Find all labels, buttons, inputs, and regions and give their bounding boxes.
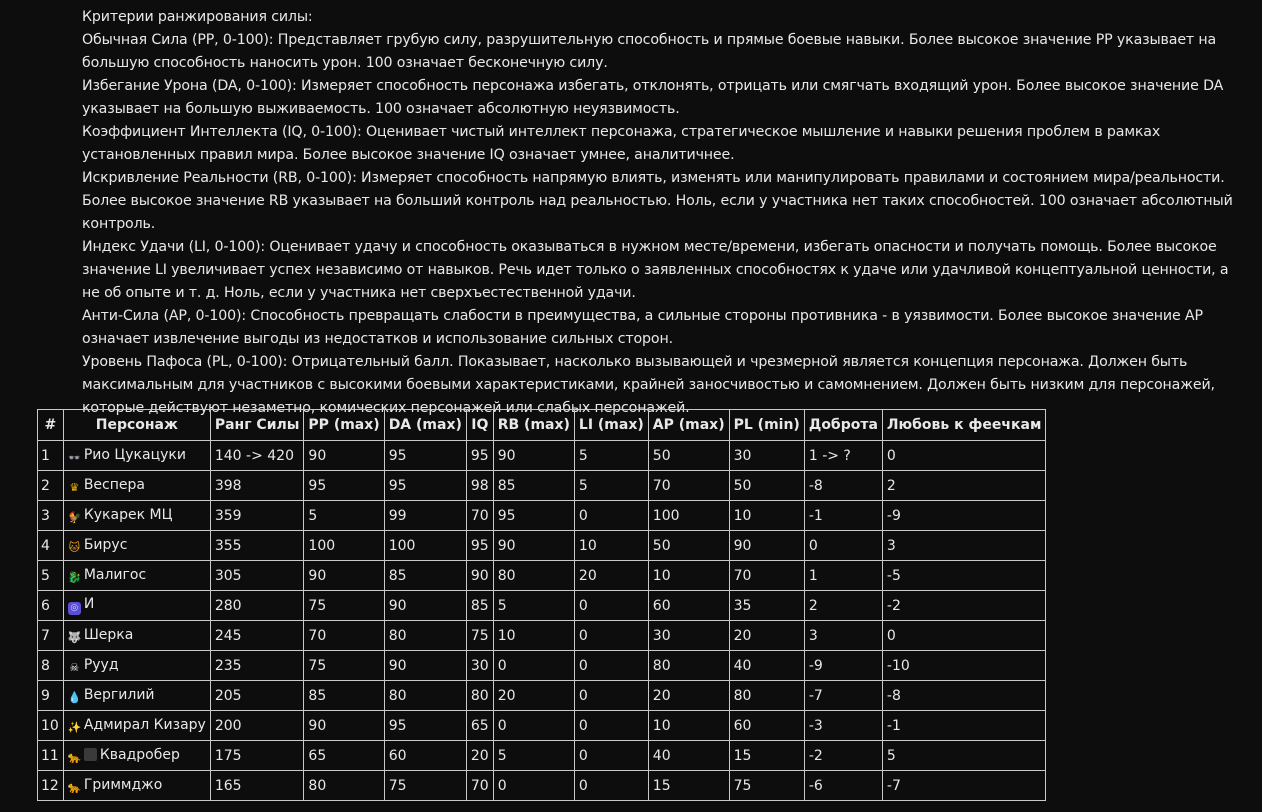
character-cell [63,441,210,471]
cell-pp: 90 [304,441,384,471]
cell-li: 0 [574,651,648,681]
cell-kind: 1 -> ? [804,441,882,471]
row-number: 8 [38,651,64,681]
cell-love: -9 [882,501,1045,531]
character-name: Рууд [83,657,119,673]
cell-rank: 200 [210,711,304,741]
cell-love: 2 [882,471,1045,501]
cell-kind: -1 [804,501,882,531]
cell-love: 5 [882,741,1045,771]
cell-pl: 10 [729,501,804,531]
cell-iq: 90 [466,561,493,591]
cell-ap: 70 [648,471,729,501]
cell-love: -10 [882,651,1045,681]
column-header: Персонаж [63,410,210,441]
cell-kind: -7 [804,681,882,711]
cell-li: 0 [574,621,648,651]
cell-pp: 85 [304,681,384,711]
cell-li: 0 [574,591,648,621]
character-name: И [83,596,95,612]
cell-iq: 98 [466,471,493,501]
cell-li: 0 [574,681,648,711]
cell-pp: 75 [304,591,384,621]
dragon-icon: 🐉 [67,571,82,584]
droplet-icon: 💧 [67,691,82,704]
cell-li: 0 [574,501,648,531]
table-row [38,711,1046,741]
cell-ap: 20 [648,681,729,711]
cell-rank: 235 [210,651,304,681]
cell-iq: 70 [466,771,493,801]
row-number: 1 [38,441,64,471]
cell-rb: 20 [493,681,574,711]
cell-rank: 245 [210,621,304,651]
cell-pp: 90 [304,561,384,591]
cell-rank: 175 [210,741,304,771]
column-header: Доброта [804,410,882,441]
cell-da: 95 [384,441,466,471]
row-number: 2 [38,471,64,501]
row-number: 11 [38,741,64,771]
character-cell [63,471,210,501]
character-cell [63,561,210,591]
leopard-icon: 🐆 [67,751,82,764]
cell-kind: -2 [804,741,882,771]
cell-ap: 60 [648,591,729,621]
character-name: Малигос [83,567,147,583]
table-row [38,441,1046,471]
black-square-icon [84,748,97,761]
cell-pl: 30 [729,441,804,471]
cell-kind: -9 [804,651,882,681]
cell-love: -7 [882,771,1045,801]
cell-rb: 5 [493,591,574,621]
character-cell [63,591,210,621]
criteria-section [82,6,1248,420]
cell-da: 75 [384,771,466,801]
cell-pp: 90 [304,711,384,741]
character-cell [63,531,210,561]
character-name: Рио Цукацуки [83,446,186,463]
cell-pl: 40 [729,651,804,681]
cell-da: 90 [384,651,466,681]
table-row [38,471,1046,501]
cell-iq: 30 [466,651,493,681]
column-header: PL (min) [729,410,804,441]
table-row [38,591,1046,621]
cell-iq: 70 [466,501,493,531]
cell-pl: 20 [729,621,804,651]
table-body [38,441,1046,801]
cell-ap: 30 [648,621,729,651]
column-header: DA (max) [384,410,466,441]
criteria-item-li: Индекс Удачи (LI, 0-100): Оценивает удачу и способность оказываться в нужном месте/времени, избегать опасности и получать помощь. Более высокое значение LI увеличивает успех независимо от навыков. Речь идет только о заявленных способностях к удаче или удачливой концептуальной ценности, а не об опыте и т. д. Ноль, если у участника нет сверхъестественной удачи. [82,239,1229,301]
character-name: Веспера [83,477,145,493]
row-number: 7 [38,621,64,651]
leopard-icon: 🐆 [67,781,82,794]
cell-rb: 0 [493,711,574,741]
cell-pl: 50 [729,471,804,501]
cell-pl: 35 [729,591,804,621]
cell-rank: 140 -> 420 [210,441,304,471]
cell-kind: 1 [804,561,882,591]
row-number: 6 [38,591,64,621]
cell-pl: 60 [729,711,804,741]
table-row [38,621,1046,651]
cell-ap: 50 [648,531,729,561]
cell-love: 3 [882,531,1045,561]
sparkles-icon: ✨ [67,721,82,734]
cell-kind: 3 [804,621,882,651]
character-cell [63,681,210,711]
character-name: Кукарек МЦ [83,507,173,523]
column-header: AP (max) [648,410,729,441]
table-row [38,651,1046,681]
criteria-item-rb: Искривление Реальности (RB, 0-100): Измеряет способность напрямую влиять, изменять или манипулировать правилами и состоянием мира/реальности. Более высокое значение RB указывает на больший контроль над реальностью. Ноль, если у участника нет таких способностей. 100 означает абсолютный контроль. [82,170,1233,232]
cell-rank: 280 [210,591,304,621]
cell-ap: 15 [648,771,729,801]
cell-rb: 80 [493,561,574,591]
cell-rb: 10 [493,621,574,651]
cell-li: 0 [574,711,648,741]
row-number: 5 [38,561,64,591]
cell-love: -5 [882,561,1045,591]
cell-da: 95 [384,711,466,741]
cell-li: 5 [574,471,648,501]
cell-pp: 65 [304,741,384,771]
character-cell [63,711,210,741]
ranking-table [37,409,1046,801]
criteria-item-pp: Обычная Сила (PP, 0-100): Представляет грубую силу, разрушительную способность и прямые боевые навыки. Более высокое значение PP указывает на большую способность наносить урон. 100 означает бесконечную силу. [82,32,1217,71]
cell-da: 90 [384,591,466,621]
cell-da: 100 [384,531,466,561]
table-row [38,741,1046,771]
wolf-icon: 🐺 [67,631,82,644]
cell-ap: 10 [648,711,729,741]
cell-rank: 398 [210,471,304,501]
cell-pl: 90 [729,531,804,561]
table-row [38,531,1046,561]
cell-rb: 0 [493,651,574,681]
cell-iq: 85 [466,591,493,621]
character-name: Квадробер [99,747,180,763]
column-header: Любовь к феечкам [882,410,1045,441]
cat-face-icon: 🐱 [68,541,81,554]
cell-rb: 90 [493,441,574,471]
character-name: Вергилий [83,687,155,703]
cell-rb: 90 [493,531,574,561]
cell-rank: 359 [210,501,304,531]
table-header-row [38,410,1046,441]
cell-rank: 165 [210,771,304,801]
cell-love: 0 [882,621,1045,651]
cell-rb: 95 [493,501,574,531]
cell-da: 99 [384,501,466,531]
cell-pp: 80 [304,771,384,801]
column-header: PP (max) [304,410,384,441]
rooster-icon: 🐓 [67,511,82,524]
character-cell [63,651,210,681]
cell-rank: 305 [210,561,304,591]
cell-rank: 205 [210,681,304,711]
crown-icon: ♛ [69,481,80,494]
cell-da: 80 [384,621,466,651]
column-header: LI (max) [574,410,648,441]
criteria-item-iq: Коэффициент Интеллекта (IQ, 0-100): Оценивает чистый интеллект персонажа, стратегическое мышление и навыки решения проблем в рамках установленных правил мира. Более высокое значение IQ означает умнее, аналитичнее. [82,124,1161,163]
table-row [38,561,1046,591]
ring-icon: ◎ [68,602,81,615]
cell-li: 20 [574,561,648,591]
cell-pl: 70 [729,561,804,591]
cell-pl: 15 [729,741,804,771]
cell-da: 85 [384,561,466,591]
cell-da: 60 [384,741,466,771]
cell-kind: 0 [804,531,882,561]
character-name: Гриммджо [83,777,163,793]
cell-pp: 5 [304,501,384,531]
column-header: IQ [466,410,493,441]
cell-kind: -6 [804,771,882,801]
cell-pl: 80 [729,681,804,711]
cell-ap: 80 [648,651,729,681]
criteria-item-pl: Уровень Пафоса (PL, 0-100): Отрицательный балл. Показывает, насколько вызывающей и чрезмерной является концепция персонажа. Должен быть максимальным для участников с высокими боевыми характеристиками, крайней заносчивостью и самомнением. Должен быть низким для персонажей, которые действуют незаметно, комических персонажей или слабых персонажей. [82,354,1215,416]
cell-rb: 5 [493,741,574,771]
character-cell [63,771,210,801]
column-header: # [38,410,64,441]
row-number: 10 [38,711,64,741]
row-number: 3 [38,501,64,531]
criteria-item-da: Избегание Урона (DA, 0-100): Измеряет способность персонажа избегать, отклонять, отрицать или смягчать входящий урон. Более высокое значение DA указывает на большую выживаемость. 100 означает абсолютную неуязвимость. [82,78,1224,117]
cell-kind: -3 [804,711,882,741]
row-number: 4 [38,531,64,561]
cell-ap: 40 [648,741,729,771]
character-name: Шерка [83,627,134,643]
cell-li: 10 [574,531,648,561]
character-cell [63,501,210,531]
cell-rank: 355 [210,531,304,561]
table-row [38,501,1046,531]
row-number: 9 [38,681,64,711]
glasses-icon: 👓 [68,452,81,464]
cell-da: 80 [384,681,466,711]
table-row [38,681,1046,711]
cell-da: 95 [384,471,466,501]
cell-li: 5 [574,441,648,471]
cell-li: 0 [574,771,648,801]
skull-icon: ☠ [69,661,80,674]
character-name: Бирус [83,537,128,553]
cell-ap: 100 [648,501,729,531]
cell-love: -2 [882,591,1045,621]
cell-rb: 85 [493,471,574,501]
cell-iq: 95 [466,531,493,561]
cell-kind: -8 [804,471,882,501]
cell-pp: 75 [304,651,384,681]
cell-love: 0 [882,441,1045,471]
cell-rb: 0 [493,771,574,801]
character-cell [63,741,210,771]
cell-iq: 75 [466,621,493,651]
cell-love: -8 [882,681,1045,711]
cell-li: 0 [574,741,648,771]
cell-ap: 50 [648,441,729,471]
cell-pp: 95 [304,471,384,501]
cell-iq: 20 [466,741,493,771]
cell-love: -1 [882,711,1045,741]
cell-iq: 65 [466,711,493,741]
table-row [38,771,1046,801]
cell-iq: 95 [466,441,493,471]
criteria-item-ap: Анти-Сила (AP, 0-100): Способность превращать слабости в преимущества, а сильные стороны противника - в уязвимости. Более высокое значение AP означает извлечение выгоды из недостатков и использование сильных сторон. [82,308,1203,347]
column-header: Ранг Силы [210,410,304,441]
cell-pp: 70 [304,621,384,651]
character-cell [63,621,210,651]
character-name: Адмирал Кизару [83,717,206,733]
column-header: RB (max) [493,410,574,441]
cell-kind: 2 [804,591,882,621]
cell-pl: 75 [729,771,804,801]
cell-iq: 80 [466,681,493,711]
criteria-heading: Критерии ранжирования силы: [82,9,313,25]
cell-ap: 10 [648,561,729,591]
cell-pp: 100 [304,531,384,561]
row-number: 12 [38,771,64,801]
